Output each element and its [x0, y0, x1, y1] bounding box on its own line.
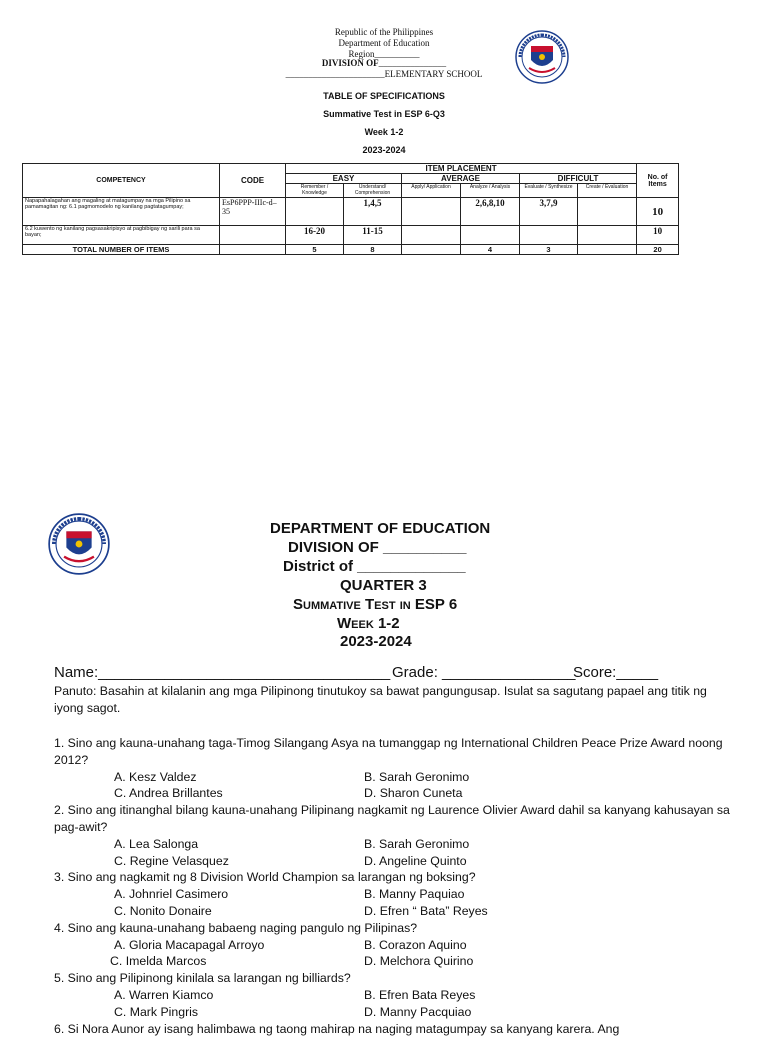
option-d: D. Melchora Quirino [364, 954, 474, 969]
question-1 [54, 735, 734, 802]
cell [578, 198, 637, 226]
header-no-items: No. of Items [637, 164, 679, 198]
student-fields [54, 664, 734, 684]
region-line: Region__________ [348, 49, 420, 59]
question-text: 5. Sino ang Pilipinong kinilala sa larangan ng billiards? [54, 971, 351, 986]
cell: 2,6,8,10 [461, 198, 520, 226]
toc-title: TABLE OF SPECIFICATIONS [323, 91, 445, 101]
totals-row [23, 245, 679, 255]
option-c: C. Andrea Brillantes [114, 786, 223, 801]
sub-remember: Remember / Knowledge [286, 184, 344, 198]
grand-total-cell: 20 [637, 245, 679, 255]
header-difficult: DIFFICULT [520, 174, 637, 184]
option-c: C. Mark Pingris [114, 1004, 199, 1019]
sub-apply: Apply/ Application [402, 184, 461, 198]
question-6-partial: 6. Si Nora Aunor ay isang halimbawa ng taong mahirap na naging matagumpay sa kanyang karera. Ang [54, 1021, 620, 1036]
option-c: C. Imelda Marcos [110, 954, 207, 969]
cell: 16-20 [286, 226, 344, 245]
option-d: D. Sharon Cuneta [364, 786, 463, 801]
cell [402, 226, 461, 245]
dept-title: DEPARTMENT OF EDUCATION [270, 520, 491, 537]
competency-cell: 6.2 kuwento ng kanilang pagsasakripisyo at pagbibigay ng sarili para sa bayan; [23, 226, 220, 245]
option-c: C. Nonito Donaire [114, 903, 212, 918]
question-2 [54, 802, 734, 869]
cell [578, 226, 637, 245]
option-d: D. Angeline Quinto [364, 853, 467, 868]
option-a: A. Lea Salonga [114, 836, 199, 851]
question-text: 4. Sino ang kauna-unahang babaeng naging pangulo ng Pilipinas? [54, 920, 418, 935]
option-b: B. Corazon Aquino [364, 937, 467, 952]
question-3 [54, 869, 734, 919]
cell [578, 245, 637, 255]
school-line: ______________________ELEMENTARY SCHOOL [285, 69, 483, 79]
quarter-label: QUARTER 3 [340, 577, 427, 594]
score-field: Score:_____ [573, 664, 659, 681]
sub-understand: Understand/ Comprehension [344, 184, 402, 198]
cell: 1,4,5 [344, 198, 402, 226]
code-cell: EsP6PPP-IIIc-d–35 [220, 198, 286, 226]
question-4 [54, 920, 734, 970]
toc-year: 2023-2024 [362, 145, 406, 155]
option-b: B. Sarah Geronimo [364, 836, 470, 851]
division-line: DIVISION OF_______________ [321, 58, 447, 68]
cell: 3 [520, 245, 578, 255]
total-cell: 10 [637, 226, 679, 245]
option-a: A. Johnriel Casimero [114, 887, 229, 902]
sub-create: Create / Evaluation [578, 184, 637, 198]
cell: 11-15 [344, 226, 402, 245]
test-page [0, 470, 768, 1036]
question-text: 3. Sino ang nagkamit ng 8 Division World Champion sa larangan ng boksing? [54, 870, 476, 885]
question-list [54, 735, 734, 1037]
division-field: DIVISION OF __________ [288, 539, 467, 556]
option-a: A. Warren Kiamco [114, 987, 214, 1002]
republic-line: Republic of the Philippines [334, 27, 434, 37]
total-label: TOTAL NUMBER OF ITEMS [23, 245, 220, 255]
option-d: D. Efren “ Bata” Reyes [364, 903, 488, 918]
cell [520, 226, 578, 245]
summative-label: Summative Test in ESP 6 [293, 596, 458, 613]
district-field: District of _____________ [283, 558, 466, 575]
option-b: B. Sarah Geronimo [364, 769, 470, 784]
week-label: Week 1-2 [337, 615, 400, 632]
deped-seal-icon [515, 30, 569, 84]
question-text: 2. Sino ang itinanghal bilang kauna-unahang Pilipinang nagkamit ng Laurence Olivier Award dahil sa kanyang kahusayan sa pag-awit? [54, 803, 730, 834]
option-b: B. Efren Bata Reyes [364, 987, 476, 1002]
table-row [23, 226, 679, 245]
deped-seal-icon [48, 513, 110, 575]
cell: 5 [286, 245, 344, 255]
year-label: 2023-2024 [340, 633, 412, 650]
cell: 8 [344, 245, 402, 255]
question-text: 1. Sino ang kauna-unahang taga-Timog Silangang Asya na tumanggap ng International Children Peace Prize Award noong 2012? [54, 736, 723, 767]
sub-evaluate: Evaluate / Synthesize [520, 184, 578, 198]
header-easy: EASY [286, 174, 402, 184]
cell [402, 198, 461, 226]
header-competency: COMPETENCY [23, 164, 220, 198]
cell: 3,7,9 [520, 198, 578, 226]
code-cell [220, 226, 286, 245]
toc-week: Week 1-2 [364, 127, 404, 137]
toc-page [0, 0, 768, 300]
cell: 4 [461, 245, 520, 255]
competency-cell: Napapahalagahan ang magaling at matagumpay na mga Pilipino sa pamamagitan ng: 6.1 pagmomodelo ng kanilang pagtatagumpay; [23, 198, 220, 226]
question-5 [54, 970, 734, 1020]
header-code: CODE [220, 164, 286, 198]
option-b: B. Manny Paquiao [364, 887, 465, 902]
toc-subtitle: Summative Test in ESP 6-Q3 [323, 109, 445, 119]
grade-field: Grade: ________________ [392, 664, 576, 681]
header-average: AVERAGE [402, 174, 520, 184]
option-a: A. Kesz Valdez [114, 769, 197, 784]
cell [220, 245, 286, 255]
cell [461, 226, 520, 245]
cell [402, 245, 461, 255]
option-d: D. Manny Pacquiao [364, 1004, 472, 1019]
deped-line: Department of Education [338, 38, 430, 48]
specification-table [22, 163, 679, 255]
cell [286, 198, 344, 226]
instructions: Panuto: Basahin at kilalanin ang mga Pilipinong tinutukoy sa bawat pangungusap. Isulat sa sagutang papael ang titik ng iyong sagot. [54, 684, 707, 715]
name-field: Name:___________________________________ [54, 664, 391, 681]
total-cell: 10 [637, 198, 679, 226]
option-c: C. Regine Velasquez [114, 853, 229, 868]
sub-analyze: Analyze / Analysis [461, 184, 520, 198]
header-item-placement: ITEM PLACEMENT [286, 164, 637, 174]
option-a: A. Gloria Macapagal Arroyo [114, 937, 265, 952]
table-row [23, 198, 679, 226]
